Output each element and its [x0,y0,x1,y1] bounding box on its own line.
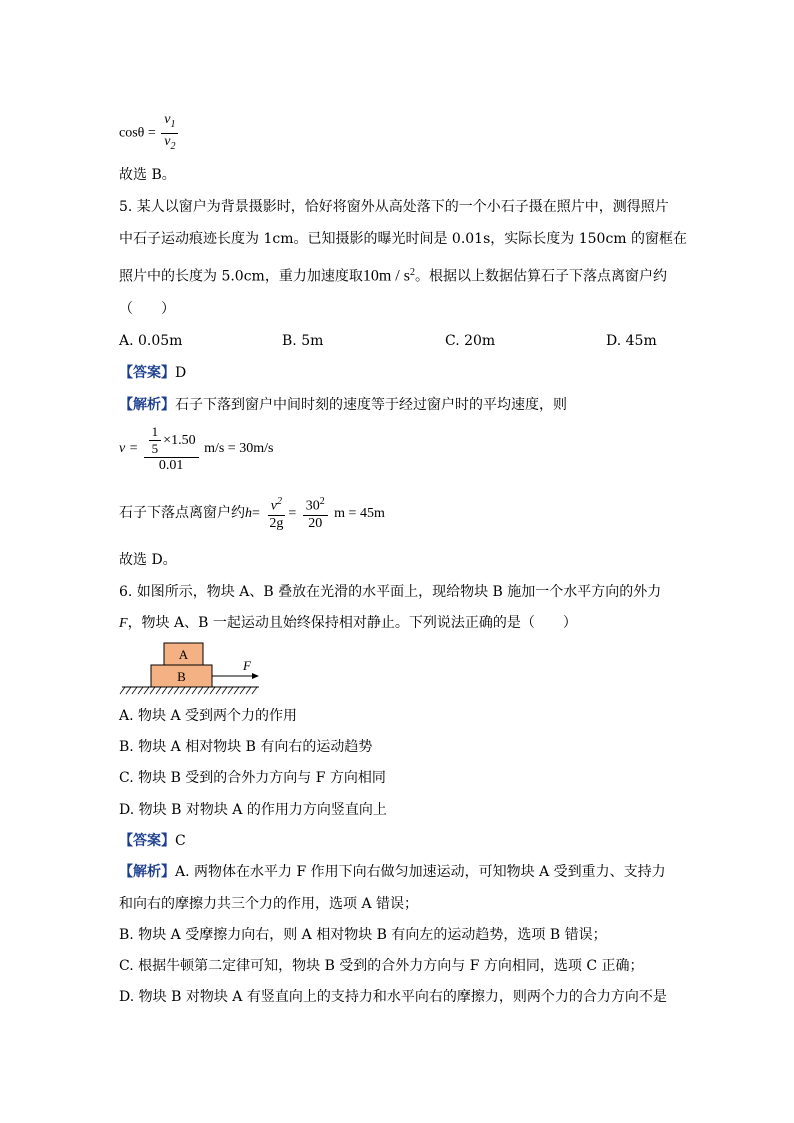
q5-line1: 5. 某人以窗户为背景摄影时，恰好将窗外从高处落下的一个小石子摄在照片中，测得照片 [119,199,669,215]
eq2-f2-den: 20 [308,515,323,531]
q5-option-a: A. 0.05m [119,333,183,349]
q6-option-a: A. 物块 A 受到两个力的作用 [119,708,298,724]
velocity-ratio-fraction [161,112,178,155]
q5-answer [119,364,186,382]
q6-line1: 6. 如图所示，物块 A、B 叠放在光滑的水平面上，现给物块 B 施加一个水平方向的外力 [119,584,662,600]
q6-line2 [119,614,577,633]
eq2-h: h [245,505,252,521]
q5-analysis [119,396,567,414]
eq2-f2-num-sup: 2 [319,496,325,507]
eq2-fraction2 [303,494,328,532]
q6-analysis-b: B. 物块 A 受摩擦力向右，则 A 相对物块 B 有向左的运动趋势，选项 B 错误； [119,927,607,943]
q6-analysis-a1-text: A. 两物体在水平力 F 作用下向右做匀加速运动，可知物块 A 受到重力、支持力 [175,864,666,880]
q6-analysis-a1 [119,863,666,881]
cos-theta-formula [119,112,180,155]
eq1-lhs: v = [119,441,139,457]
ground-hatching [120,687,257,694]
frac-num-sub: 1 [170,118,176,130]
height-equation [119,494,385,532]
block-a-label: A [178,647,189,662]
eq1-times: ×1.50 [163,432,196,448]
cos-lhs: cosθ = [119,125,156,141]
answer-tag: 【答案】 [119,833,175,849]
eq2-fraction1 [266,494,286,532]
frac-den: v [164,133,171,149]
q5-paren: （ ） [119,301,175,317]
q6-analysis-c: C. 根据牛顿第二定律可知，物块 B 受到的合外力方向与 F 方向相同，选项 C 正确； [119,958,644,974]
gravity-value: 10m / s [362,267,410,285]
eq2-eq: = [252,505,260,521]
q6-answer-value: C [175,833,186,849]
q5-analysis-text: 石子下落到窗户中间时刻的速度等于经过窗户时的平均速度，则 [175,397,567,413]
eq1-fraction [144,424,199,474]
eq1-inner-num: 1 [149,424,162,441]
q5-option-d: D. 45m [606,333,657,349]
frac-num: v [164,112,171,127]
eq2-eq2: = [288,505,297,521]
force-label: F [243,658,251,673]
analysis-tag: 【解析】 [119,397,175,413]
q5-line3 [119,264,667,286]
q6-option-c: C. 物块 B 受到的合外力方向与 F 方向相同 [119,770,386,786]
q6-force-symbol: F [119,616,128,631]
answer-tag: 【答案】 [119,365,175,381]
eq2-f1-num-sup: 2 [276,496,282,507]
frac-den-sub: 2 [170,140,176,152]
q5-option-b: B. 5m [282,333,324,349]
eq2-rhs: m = 45m [334,505,385,521]
q6-option-b: B. 物块 A 相对物块 B 有向右的运动趋势 [119,739,373,755]
eq1-inner-fraction [149,424,162,457]
q5-line3-b: 。根据以上数据估算石子下落点离窗户约 [414,268,667,285]
block-b-label: B [177,669,186,684]
eq2-f1-den: 2g [269,515,284,531]
q5-line2: 中石子运动痕迹长度为 1cm。已知摄影的曝光时间是 0.01s，实际长度为 150cm 的窗框在 [119,231,688,247]
eq1-rhs: m/s = 30m/s [204,441,274,457]
eq2-f1-num: v [270,498,277,514]
velocity-equation [119,424,273,474]
q6-analysis-d: D. 物块 B 对物块 A 有竖直向上的支持力和水平向右的摩擦力，则两个力的合力方向不是 [119,989,667,1005]
force-arrowhead [252,673,259,679]
q4-conclusion: 故选 B。 [119,167,176,183]
q5-conclusion: 故选 D。 [119,552,177,568]
q5-line3-a: 照片中的长度为 5.0cm，重力加速度取 [119,268,363,285]
q6-line2-text: ，物块 A、B 一起运动且始终保持相对静止。下列说法正确的是（ ） [127,615,577,631]
eq1-den: 0.01 [158,458,184,473]
q6-option-d: D. 物块 B 对物块 A 的作用力方向竖直向上 [119,802,387,818]
q6-answer [119,832,186,850]
q5-option-c: C. 20m [445,333,496,349]
blocks-figure [119,640,269,704]
q6-analysis-a2: 和向右的摩擦力共三个力的作用，选项 A 错误； [119,896,419,912]
eq2-prefix: 石子下落点离窗户约 [119,504,245,521]
eq1-inner-den: 5 [151,441,159,456]
analysis-tag: 【解析】 [119,864,175,880]
eq2-f2-num: 30 [305,498,320,514]
gravity-exp: 2 [409,267,415,278]
q5-answer-value: D [175,365,187,381]
